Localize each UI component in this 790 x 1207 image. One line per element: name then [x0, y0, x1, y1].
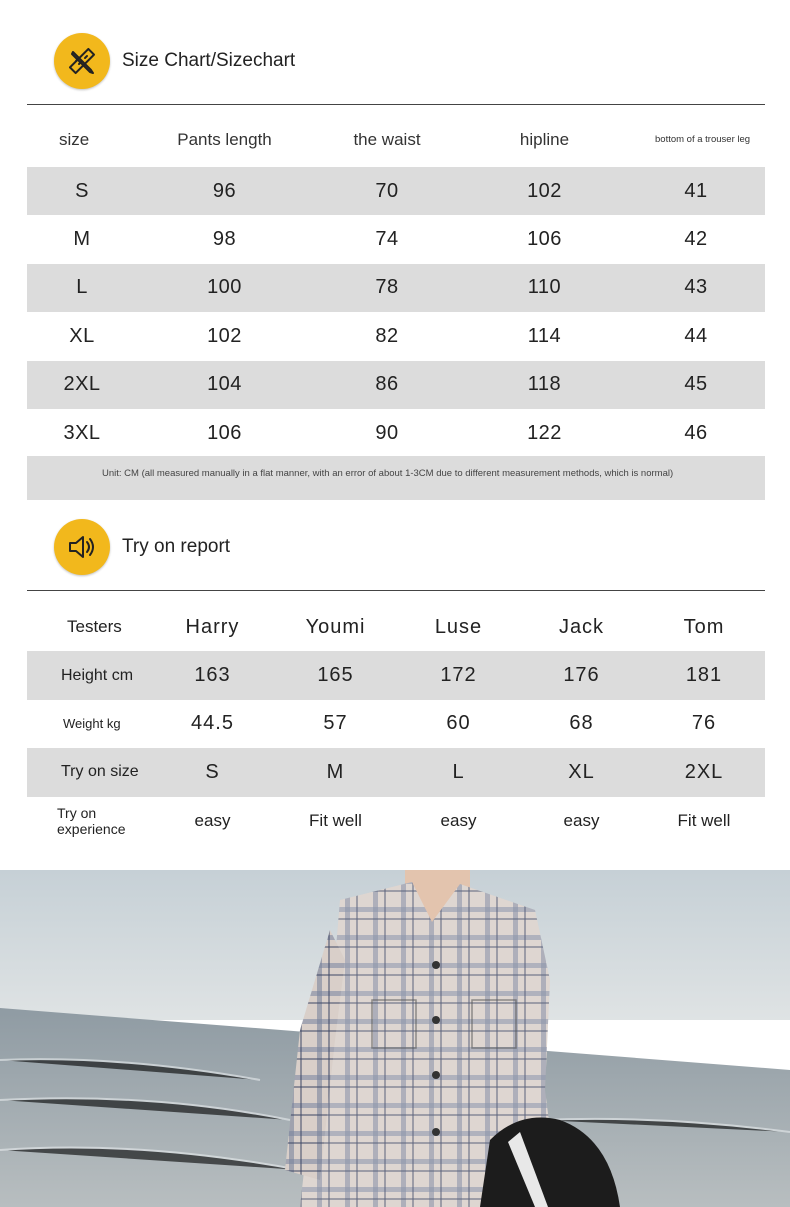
waist-cell: 78	[375, 276, 399, 299]
weight-row	[27, 700, 765, 748]
waist-cell: 82	[375, 324, 399, 347]
tester-name: Jack	[558, 615, 605, 638]
try-on-title: Try on report	[122, 536, 231, 557]
size-chart-table	[27, 113, 765, 457]
table-row	[27, 409, 765, 457]
col-header-size: size	[59, 130, 90, 149]
row-label: Try on size	[61, 763, 139, 781]
tester-name: Harry	[185, 615, 240, 638]
size-cell: 3XL	[63, 421, 101, 444]
tester-name: Youmi	[305, 615, 366, 638]
size-chart-header	[54, 33, 295, 89]
weight-cell: 68	[569, 712, 594, 735]
size-cell: 2XL	[63, 373, 101, 396]
experience-cell: easy	[563, 810, 600, 830]
table-row	[27, 264, 765, 312]
hipline-cell: 114	[527, 324, 562, 347]
col-header-pants-length: Pants length	[177, 130, 272, 149]
measurement-note	[27, 456, 765, 500]
pants-length-cell: 104	[207, 373, 242, 396]
height-cell: 181	[685, 664, 723, 687]
trouser-bottom-cell: 44	[684, 324, 708, 347]
waist-cell: 86	[375, 373, 399, 396]
size-cell: XL	[69, 324, 95, 347]
weight-cell: 76	[691, 712, 717, 735]
trouser-bottom-cell: 45	[684, 373, 708, 396]
height-cell: 163	[194, 664, 231, 687]
col-header-hipline: hipline	[519, 130, 570, 149]
tester-name: Luse	[434, 615, 483, 638]
try-on-table	[27, 603, 765, 845]
size-row	[27, 748, 765, 796]
try-on-header	[54, 519, 230, 575]
col-header-waist: the waist	[353, 130, 421, 149]
speaker-icon	[54, 519, 110, 575]
size-cell: S	[205, 760, 220, 783]
measurement-note-text: Unit: CM (all measured manually in a flat manner, with an error of about 1-3CM due to different measurement methods, which is normal)	[102, 468, 674, 479]
size-cell: S	[75, 179, 89, 202]
height-row	[27, 651, 765, 699]
pants-length-cell: 96	[212, 179, 237, 202]
pants-length-cell: 98	[212, 228, 237, 251]
row-label: Height cm	[61, 666, 134, 684]
size-chart-header-row	[27, 113, 765, 167]
table-row	[27, 361, 765, 409]
experience-row	[27, 797, 765, 845]
tester-name: Tom	[683, 615, 725, 638]
testers-row	[27, 603, 765, 651]
row-label: Weight kg	[63, 716, 121, 732]
height-cell: 176	[563, 664, 600, 687]
waist-cell: 90	[375, 421, 399, 444]
waist-cell: 74	[375, 228, 399, 251]
table-row	[27, 167, 765, 215]
size-cell: M	[326, 760, 345, 783]
pencil-ruler-icon	[54, 33, 110, 89]
height-cell: 165	[317, 664, 354, 687]
hipline-cell: 106	[527, 228, 562, 251]
experience-cell: easy	[440, 810, 477, 830]
height-cell: 172	[440, 664, 477, 687]
trouser-bottom-cell: 42	[684, 228, 708, 251]
weight-cell: 44.5	[191, 712, 234, 735]
hipline-cell: 118	[527, 373, 562, 396]
col-header-trouser-bottom: bottom of a trouser leg	[655, 134, 751, 145]
pants-length-cell: 106	[207, 421, 242, 444]
size-cell: 2XL	[684, 760, 724, 783]
table-row	[27, 215, 765, 263]
size-chart-title: Size Chart/Sizechart	[122, 50, 296, 71]
hipline-cell: 110	[527, 276, 562, 299]
pants-length-cell: 100	[207, 276, 242, 299]
pants-length-cell: 102	[207, 324, 242, 347]
size-cell: M	[73, 228, 91, 251]
experience-cell: Fit well	[677, 810, 731, 830]
trouser-bottom-cell: 41	[684, 179, 708, 202]
waist-cell: 70	[375, 179, 399, 202]
weight-cell: 57	[323, 712, 348, 735]
row-label: Testers	[67, 617, 122, 637]
experience-cell: easy	[194, 810, 231, 830]
trouser-bottom-cell: 46	[684, 421, 708, 444]
row-label: Try on experience	[57, 804, 126, 837]
size-cell: L	[452, 760, 465, 783]
experience-cell: Fit well	[309, 810, 362, 830]
hipline-cell: 122	[527, 421, 562, 444]
weight-cell: 60	[446, 712, 471, 735]
product-photo	[0, 870, 790, 1207]
hipline-cell: 102	[527, 179, 562, 202]
try-on-divider	[27, 590, 765, 591]
size-cell: XL	[568, 760, 595, 783]
table-row	[27, 312, 765, 360]
size-chart-divider	[27, 104, 765, 105]
trouser-bottom-cell: 43	[684, 276, 708, 299]
size-cell: L	[76, 276, 88, 299]
